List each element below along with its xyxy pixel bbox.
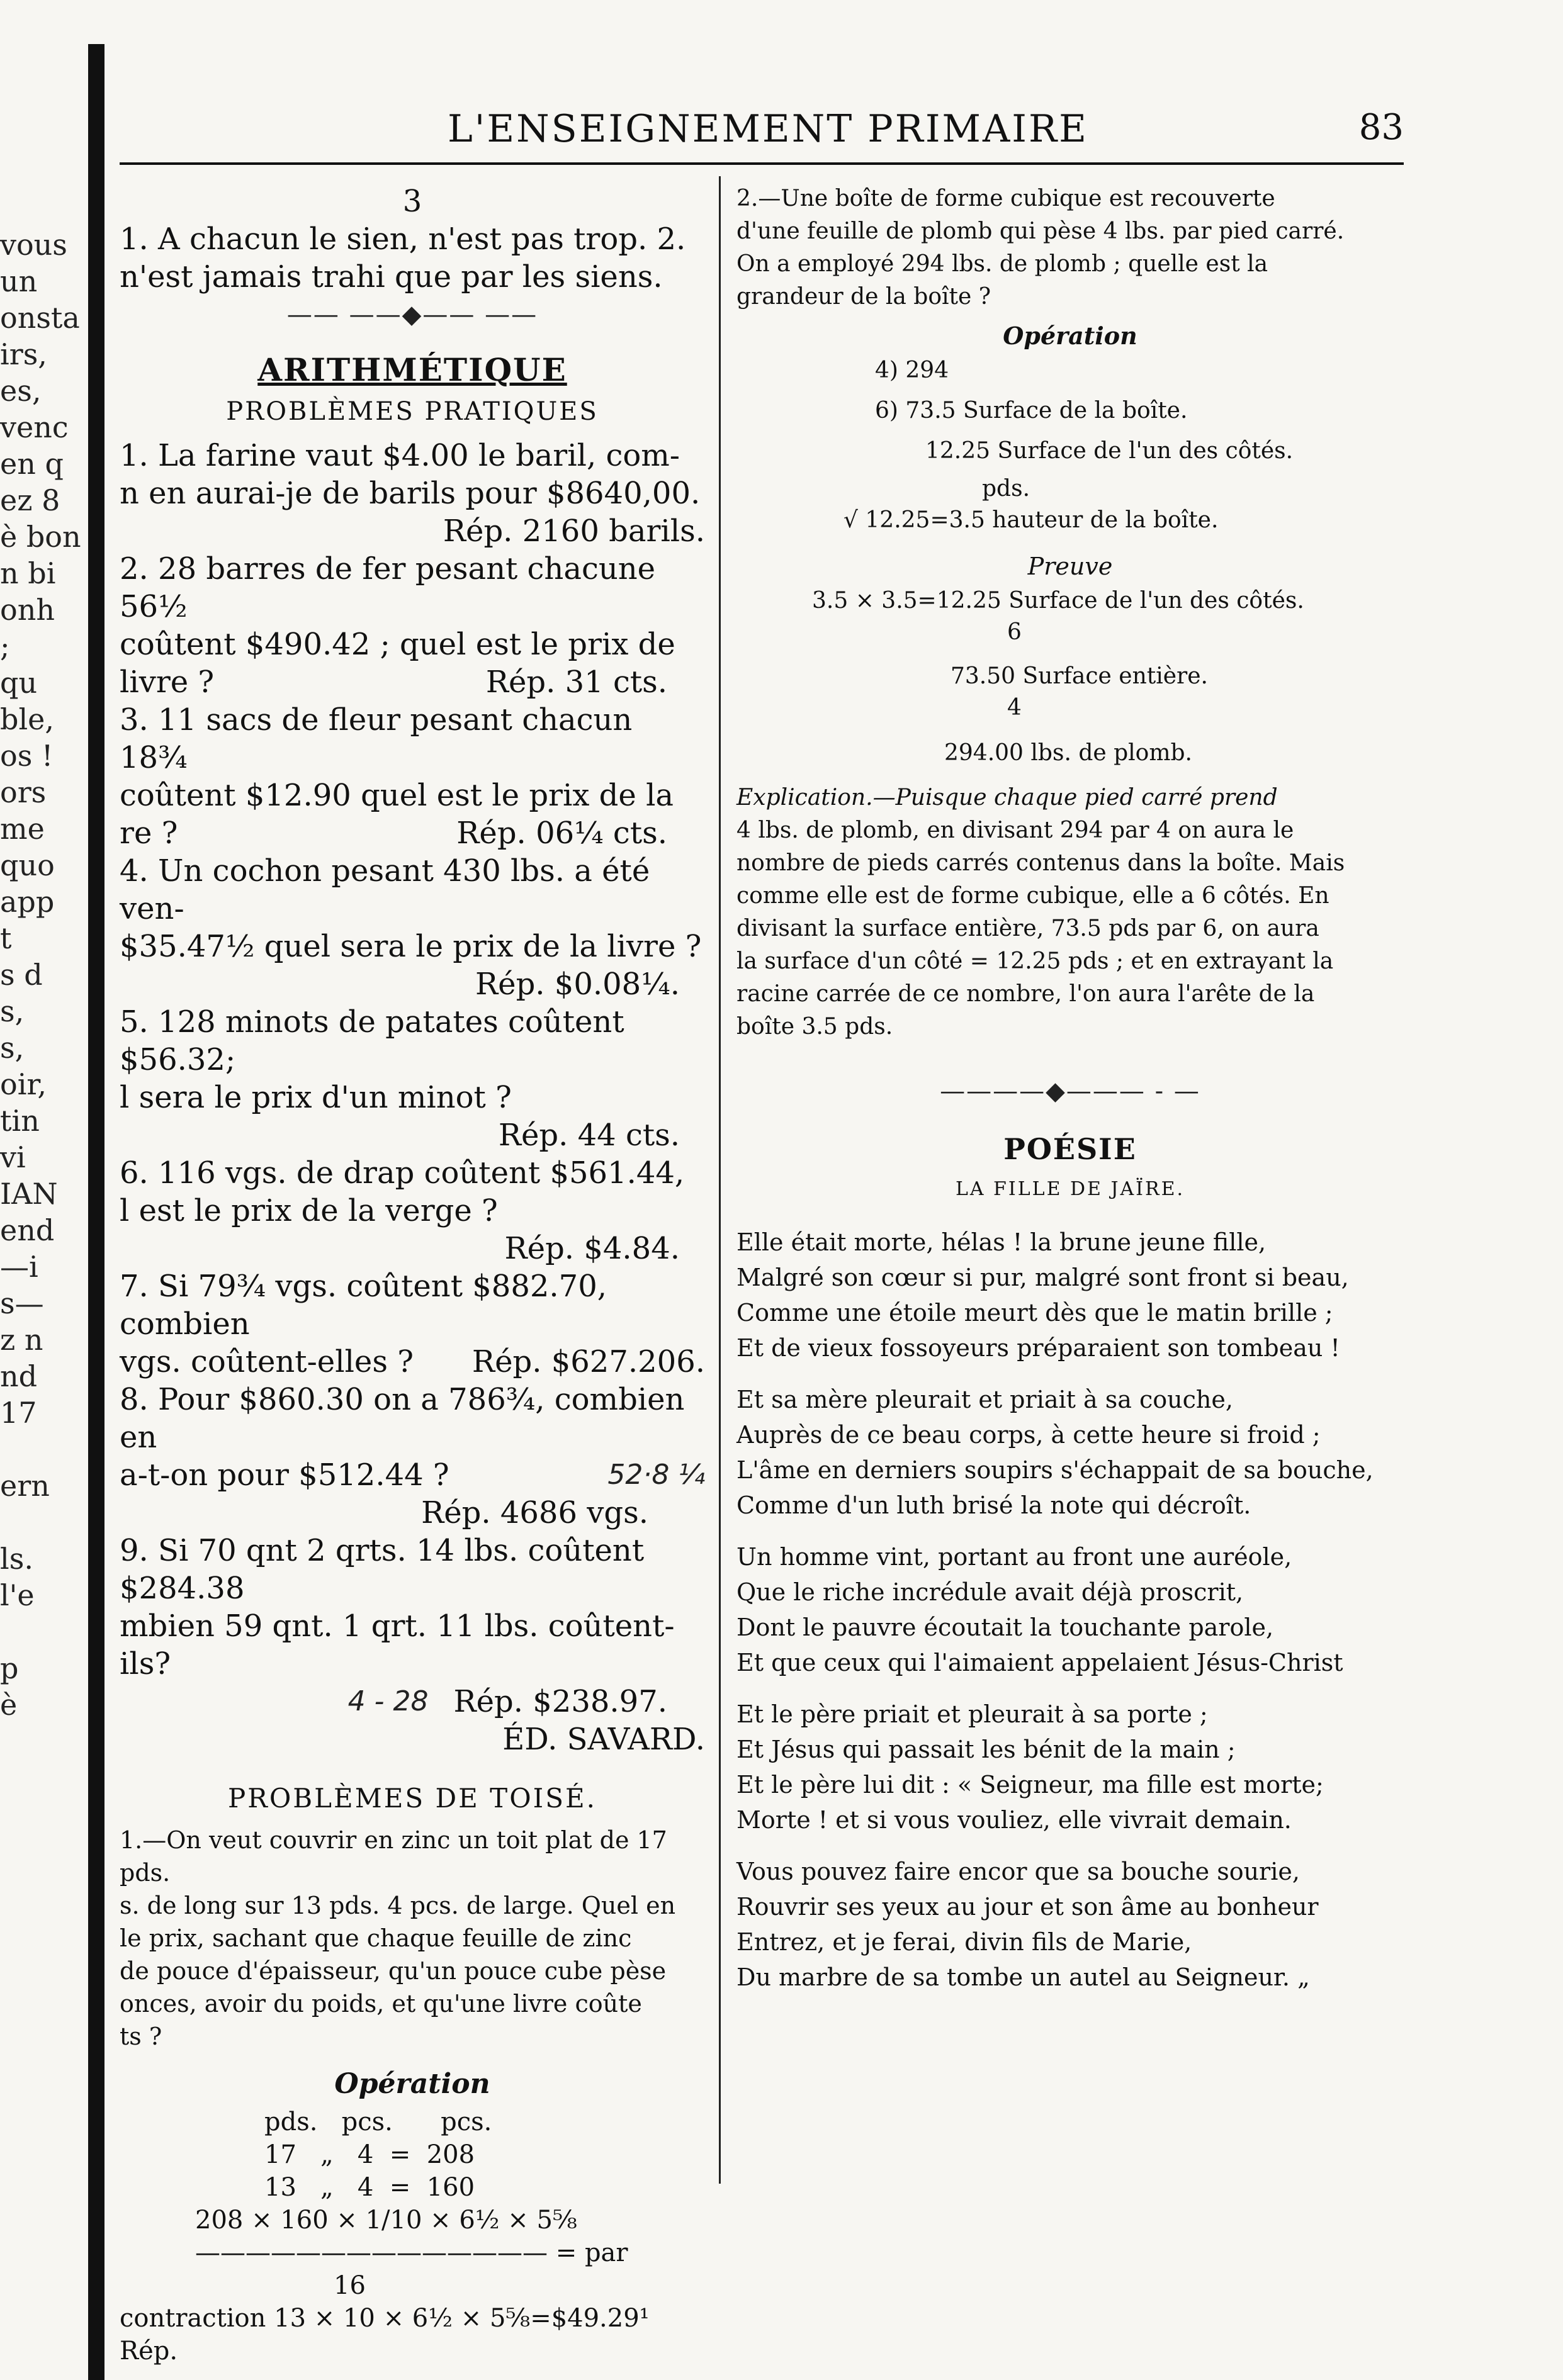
gutter-fragment: irs, — [0, 337, 47, 371]
gutter-fragment: s d — [0, 958, 43, 992]
answer-line: Rép. 2160 barils. — [443, 514, 705, 549]
problem-line: re ? — [120, 816, 178, 851]
problem-line: coûtent $12.90 quel est le prix de la — [120, 778, 674, 813]
toise-line: onces, avoir du poids, et qu'une livre coûte — [120, 1990, 642, 2018]
explication-line: la surface d'un côté = 12.25 pds ; et en extrayant la — [736, 948, 1334, 974]
problem2-line: grandeur de la boîte ? — [736, 284, 991, 310]
problem-line: 2. 28 barres de fer pesant chacune 56½ — [120, 551, 656, 624]
calc-line: 16 — [334, 2271, 366, 2300]
poem-line: Et sa mère pleurait et priait à sa couche, — [736, 1386, 1233, 1413]
poem-line: Malgré son cœur si pur, malgré sont front si beau, — [736, 1264, 1349, 1291]
ornament-divider: —— ——◆—— —— — [286, 300, 538, 329]
poem-stanza — [736, 1382, 1404, 1523]
gutter-fragment: app — [0, 885, 55, 919]
gutter-fragment: quo — [0, 848, 55, 882]
toise-line: le prix, sachant que chaque feuille de zinc — [120, 1924, 632, 1952]
gutter-fragment: p — [0, 1651, 19, 1685]
calc-line: contraction 13 × 10 × 6½ × 5⅝=$49.29¹ Rép. — [120, 2304, 650, 2366]
gutter-fragment: è — [0, 1688, 18, 1722]
problem-line: n en aurai-je de barils pour $8640,00. — [120, 476, 701, 511]
maxim-number: 3 — [402, 184, 422, 219]
problem2-line: d'une feuille de plomb qui pèse 4 lbs. par pied carré. — [736, 218, 1345, 244]
gutter-fragment: —i — [0, 1250, 38, 1284]
problem-line: a-t-on pour $512.44 ? — [120, 1457, 449, 1493]
problem2-line: On a employé 294 lbs. de plomb ; quelle est la — [736, 251, 1268, 277]
gutter-fragment: tin — [0, 1104, 40, 1138]
calc-line: 3.5 × 3.5=12.25 Surface de l'un des côtés. — [812, 588, 1304, 614]
ornament-divider: ————◆——— - — — [940, 1077, 1200, 1106]
answer-line: Rép. 4686 vgs. — [421, 1495, 648, 1530]
header-rule — [120, 162, 1404, 165]
handwritten-note: 52·8 ¼ — [607, 1459, 705, 1491]
toise-line: s. de long sur 13 pds. 4 pcs. de large. Quel en — [120, 1892, 676, 1919]
poem-line: Auprès de ce beau corps, à cette heure si froid ; — [736, 1421, 1321, 1449]
gutter-fragment: l'e — [0, 1578, 35, 1612]
gutter-fragment: en q — [0, 447, 64, 481]
calc-line: 294.00 lbs. de plomb. — [944, 740, 1192, 766]
calc-line: —————————————— = par — [195, 2238, 628, 2267]
explication-line: comme elle est de forme cubique, elle a 6 côtés. En — [736, 883, 1329, 909]
answer-line: Rép. $4.84. — [504, 1231, 680, 1266]
poem-line: Comme une étoile meurt dès que le matin brille ; — [736, 1299, 1333, 1327]
gutter-fragment: 17 — [0, 1396, 37, 1430]
gutter-fragment: s, — [0, 994, 25, 1028]
problem-line: $35.47½ quel sera le prix de la livre ? — [120, 929, 702, 964]
poem-line: Et le père priait et pleurait à sa porte ; — [736, 1700, 1208, 1728]
problem-line: livre ? — [120, 665, 215, 700]
poem-line: L'âme en derniers soupirs s'échappait de sa bouche, — [736, 1456, 1374, 1484]
calc-line: 13 „ 4 = 160 — [264, 2173, 475, 2202]
calc-line: 17 „ 4 = 208 — [264, 2140, 475, 2169]
gutter-fragment: è bon — [0, 520, 81, 554]
maxim-line: n'est jamais trahi que par les siens. — [120, 259, 663, 295]
explication-line: boîte 3.5 pds. — [736, 1014, 893, 1040]
explication-line: racine carrée de ce nombre, l'on aura l'arête de la — [736, 981, 1315, 1007]
calc-line: 12.25 Surface de l'un des côtés. — [925, 438, 1294, 464]
toise-line: 1.—On veut couvrir en zinc un toit plat de 17 pds. — [120, 1826, 667, 1887]
problem2-line: 2.—Une boîte de forme cubique est recouverte — [736, 186, 1275, 211]
poem-line: Du marbre de sa tombe un autel au Seigneur. „ — [736, 1963, 1310, 1991]
calc-line: 4) 294 — [875, 357, 949, 383]
section-title-toise: PROBLÈMES DE TOISÉ. — [227, 1783, 597, 1814]
gutter-fragment: n bi — [0, 556, 56, 590]
answer-line: Rép. $238.97. — [453, 1684, 667, 1719]
gutter-fragment: s, — [0, 1031, 25, 1065]
explication-line: Explication.—Puisque chaque pied carré prend — [736, 785, 1278, 811]
problem-line: 4. Un cochon pesant 430 lbs. a été ven- — [120, 853, 650, 926]
poem-line: Elle était morte, hélas ! la brune jeune fille, — [736, 1228, 1267, 1256]
gutter-fragment: vi — [0, 1140, 26, 1174]
poem-line: Et le père lui dit : « Seigneur, ma fille est morte; — [736, 1771, 1324, 1799]
poem-stanza — [736, 1225, 1404, 1366]
calc-line: 6) 73.5 Surface de la boîte. — [875, 398, 1188, 424]
problem-line: l sera le prix d'un minot ? — [120, 1080, 512, 1115]
answer-line: Rép. 06¼ cts. — [456, 816, 667, 851]
calc-line: √ 12.25=3.5 hauteur de la boîte. — [844, 507, 1219, 533]
poem-line: Et de vieux fossoyeurs préparaient son tombeau ! — [736, 1334, 1340, 1362]
problem-line: coûtent $490.42 ; quel est le prix de — [120, 627, 675, 662]
gutter-fragment: venc — [0, 410, 69, 444]
gutter-fragment: s— — [0, 1286, 44, 1320]
author-signature: ÉD. SAVARD. — [502, 1722, 705, 1757]
problem-line: 3. 11 sacs de fleur pesant chacun 18¾ — [120, 702, 633, 775]
gutter-fragment: me — [0, 812, 45, 846]
gutter-fragment: end — [0, 1213, 55, 1247]
problem-line: 5. 128 minots de patates coûtent $56.32; — [120, 1004, 624, 1077]
poem-line: Que le riche incrédule avait déjà proscrit, — [736, 1578, 1244, 1606]
gutter-fragment: ls. — [0, 1542, 33, 1576]
gutter-fragment: qu — [0, 666, 38, 700]
right-column — [736, 182, 1404, 2011]
gutter-fragment: z n — [0, 1323, 43, 1357]
section-subtitle: PROBLÈMES PRATIQUES — [226, 397, 599, 426]
calc-line: 4 — [1007, 695, 1022, 721]
poem-title: LA FILLE DE JAÏRE. — [955, 1178, 1185, 1200]
poem-stanza — [736, 1697, 1404, 1838]
gutter-fragment: IAN — [0, 1177, 58, 1211]
problem-line: 1. La farine vaut $4.00 le baril, com- — [120, 438, 680, 473]
explication-line: 4 lbs. de plomb, en divisant 294 par 4 on aura le — [736, 817, 1294, 843]
operation-heading: Opération — [1003, 322, 1137, 350]
calc-line: 208 × 160 × 1/10 × 6½ × 5⅝ — [195, 2206, 577, 2235]
gutter-fragment — [0, 1431, 88, 1468]
poem-stanza — [736, 1539, 1404, 1680]
poem-line: Un homme vint, portant au front une auréole, — [736, 1543, 1292, 1571]
calc-line: 73.50 Surface entière. — [951, 663, 1208, 689]
gutter-fragment: oir, — [0, 1067, 47, 1101]
page-number: 83 — [1358, 107, 1404, 148]
section-title-arithmetique: ARITHMÉTIQUE — [257, 351, 567, 388]
problem-line: 6. 116 vgs. de drap coûtent $561.44, — [120, 1155, 685, 1191]
toise-line: ts ? — [120, 2023, 162, 2050]
gutter-fragment: nd — [0, 1359, 38, 1393]
gutter-fragment: os ! — [0, 739, 54, 773]
poem-line: Rouvrir ses yeux au jour et son âme au bonheur — [736, 1893, 1319, 1921]
handwritten-note: 4 - 28 — [347, 1685, 429, 1717]
poem-stanza — [736, 1854, 1404, 1995]
preuve-heading: Preuve — [1027, 553, 1113, 580]
problem-line: 9. Si 70 qnt 2 qrts. 14 lbs. coûtent $284.38 — [120, 1533, 645, 1606]
page-header-title: L'ENSEIGNEMENT PRIMAIRE — [448, 107, 1088, 151]
maxim-line: 1. A chacun le sien, n'est pas trop. 2. — [120, 222, 686, 257]
gutter-fragment — [0, 1504, 88, 1541]
gutter-fragment: vous — [0, 228, 67, 262]
poem-line: Morte ! et si vous vouliez, elle vivrait demain. — [736, 1806, 1292, 1834]
left-column — [120, 182, 705, 2367]
gutter-fragment: ble, — [0, 702, 55, 736]
binding-gutter — [88, 44, 104, 2380]
answer-line: Rép. 44 cts. — [498, 1118, 680, 1153]
answer-line: Rép. $627.206. — [471, 1344, 705, 1379]
gutter-fragment: onh — [0, 593, 55, 627]
poem-line: Et Jésus qui passait les bénit de la main ; — [736, 1736, 1236, 1763]
poem-line: Et que ceux qui l'aimaient appelaient Jésus-Christ — [736, 1649, 1343, 1676]
gutter-fragment: t — [0, 921, 12, 955]
explication-line: divisant la surface entière, 73.5 pds par 6, on aura — [736, 916, 1319, 941]
gutter-fragment: un — [0, 264, 38, 298]
explication-line: nombre de pieds carrés contenus dans la boîte. Mais — [736, 850, 1345, 876]
problem-line: mbien 59 qnt. 1 qrt. 11 lbs. coûtent-ils? — [120, 1608, 675, 1681]
poem-line: Vous pouvez faire encor que sa bouche sourie, — [736, 1858, 1300, 1885]
gutter-fragment: ern — [0, 1469, 50, 1503]
gutter-text — [0, 227, 88, 1723]
toise-line: de pouce d'épaisseur, qu'un pouce cube pèse — [120, 1957, 667, 1985]
gutter-fragment: es, — [0, 374, 42, 408]
problem-line: 8. Pour $860.30 on a 786¾, combien en — [120, 1382, 685, 1455]
answer-line: Rép. 31 cts. — [485, 665, 667, 700]
gutter-fragment: onsta — [0, 301, 80, 335]
problem-line: l est le prix de la verge ? — [120, 1193, 498, 1228]
calc-line: pds. pcs. pcs. — [264, 2108, 492, 2136]
column-divider — [719, 176, 721, 2184]
problem-line: 7. Si 79¾ vgs. coûtent $882.70, combien — [120, 1269, 607, 1342]
calc-line: pds. — [982, 476, 1030, 502]
gutter-fragment — [0, 1614, 88, 1650]
gutter-fragment: ez 8 — [0, 483, 60, 517]
poem-section-title: POÉSIE — [1003, 1132, 1137, 1166]
gutter-fragment: ors — [0, 775, 47, 809]
calc-line: 6 — [1007, 619, 1022, 645]
answer-line: Rép. $0.08¼. — [475, 967, 680, 1002]
poem-line: Dont le pauvre écoutait la touchante parole, — [736, 1614, 1274, 1641]
poem-line: Entrez, et je ferai, divin fils de Marie, — [736, 1928, 1192, 1956]
operation-heading: Opération — [334, 2068, 490, 2100]
gutter-fragment: ; — [0, 629, 10, 663]
poem-line: Comme d'un luth brisé la note qui décroît. — [736, 1491, 1251, 1519]
problem-line: vgs. coûtent-elles ? — [120, 1344, 414, 1379]
